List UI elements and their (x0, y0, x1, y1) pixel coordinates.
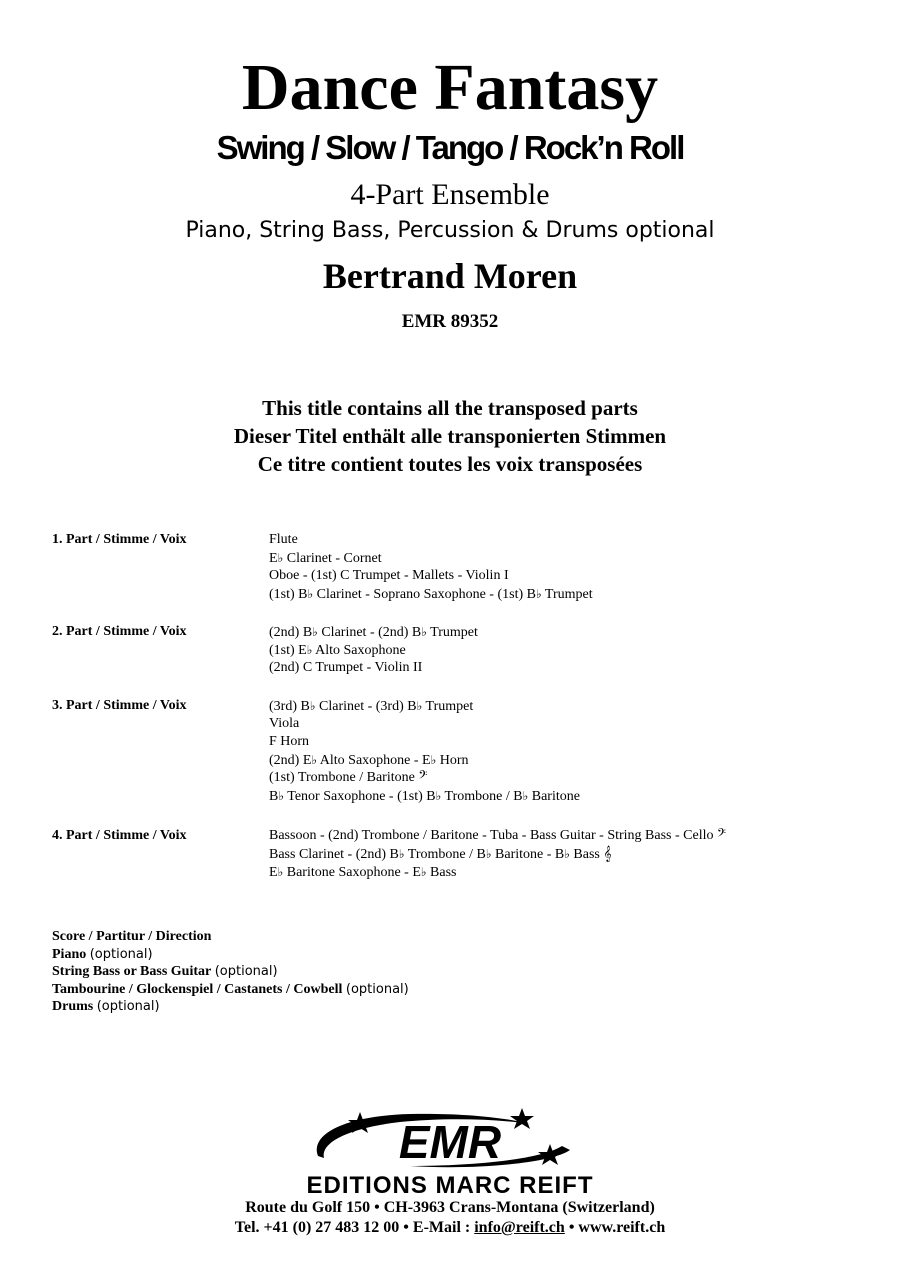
flat-sign: ♭ (277, 551, 284, 565)
extra-part-row (52, 963, 409, 981)
instrument-line: E♭ Clarinet - Cornet (269, 551, 382, 566)
notice-english: This title contains all the transposed parts (262, 396, 638, 420)
flat-sign: ♭ (306, 643, 313, 657)
flat-sign: ♭ (522, 789, 529, 803)
optional-instrumentation: Piano, String Bass, Percussion & Drums optional (185, 218, 715, 243)
instrument-line: (1st) B♭ Clarinet - Soprano Saxophone - (1st) B♭ Trumpet (269, 587, 593, 602)
ensemble-type: 4-Part Ensemble (350, 178, 550, 211)
flat-sign: ♭ (277, 865, 284, 879)
dance-styles: Swing / Slow / Tango / Rock’n Roll (216, 129, 684, 166)
extra-part-row (52, 981, 409, 999)
instrument-line: B♭ Tenor Saxophone - (1st) B♭ Trombone / B♭ Baritone (269, 789, 580, 804)
flat-sign: ♭ (312, 625, 318, 639)
transposed-parts-notice (0, 394, 900, 478)
part-1-instruments (269, 531, 593, 603)
flat-sign: ♭ (535, 587, 542, 601)
extra-part-name: Score / Partitur / Direction (52, 929, 212, 944)
notice-german: Dieser Titel enthält alle transponierten Stimmen (233, 424, 667, 448)
phone-text: Tel. +41 (0) 27 483 12 00 • E-Mail : (234, 1219, 475, 1236)
instrument-line: (3rd) B♭ Clarinet - (3rd) B♭ Trumpet (269, 699, 474, 714)
logo-lettering: EMR (398, 1116, 502, 1168)
website-text: • www.reift.ch (564, 1219, 666, 1236)
flat-sign: ♭ (421, 625, 427, 639)
extra-part-name: Piano (52, 946, 87, 962)
flat-sign: ♭ (435, 789, 442, 803)
optional-note: (optional) (96, 999, 160, 1014)
extra-part-row (52, 946, 409, 964)
flat-sign: ♭ (430, 753, 437, 767)
flat-sign: ♭ (307, 587, 314, 601)
flat-sign: ♭ (416, 699, 423, 713)
extra-part-row (52, 998, 409, 1016)
instrument-line: Viola (269, 716, 300, 731)
flat-sign: ♭ (420, 865, 427, 879)
part-3-label: 3. Part / Stimme / Voix (52, 698, 187, 713)
emr-logo (300, 1106, 600, 1178)
optional-note: (optional) (89, 946, 153, 962)
flat-sign: ♭ (309, 699, 316, 713)
part-2-label: 2. Part / Stimme / Voix (52, 624, 187, 639)
instrument-line: Flute (269, 532, 298, 547)
part-1-label: 1. Part / Stimme / Voix (52, 532, 187, 547)
instrument-line: (2nd) B♭ Clarinet - (2nd) B♭ Trumpet (269, 625, 478, 640)
composer-name: Bertrand Moren (322, 256, 578, 296)
extra-part-name: String Bass or Bass Guitar (52, 964, 212, 979)
catalog-number: EMR 89352 (401, 311, 499, 332)
email-link[interactable]: info@reift.ch (474, 1219, 565, 1236)
part-4-instruments (269, 827, 726, 881)
instrument-line: (1st) E♭ Alto Saxophone (269, 643, 406, 658)
instrument-line: (2nd) E♭ Alto Saxophone - E♭ Horn (269, 753, 469, 768)
publisher-contact (0, 1218, 900, 1238)
notice-french: Ce titre contient toutes les voix transposées (257, 452, 643, 476)
instrument-line: E♭ Baritone Saxophone - E♭ Bass (269, 865, 457, 880)
instrument-line: Oboe - (1st) C Trumpet - Mallets - Violin I (269, 568, 509, 583)
instrument-line: Bassoon - (2nd) Trombone / Baritone - Tuba - Bass Guitar - String Bass - Cello 𝄢 (269, 828, 726, 843)
flat-sign: ♭ (564, 847, 570, 861)
publisher-name: EDITIONS MARC REIFT (306, 1172, 594, 1199)
optional-note: (optional) (345, 981, 409, 997)
publisher-address: Route du Golf 150 • CH-3963 Crans-Montana (Switzerland) (245, 1199, 655, 1216)
flat-sign: ♭ (311, 753, 318, 767)
part-2-instruments (269, 623, 478, 677)
score-and-optional-parts (52, 928, 409, 1016)
instrument-line: Bass Clarinet - (2nd) B♭ Trombone / B♭ Baritone - B♭ Bass 𝄞 (269, 847, 612, 862)
instrument-line: (1st) Trombone / Baritone 𝄢 (269, 770, 428, 785)
part-4-label: 4. Part / Stimme / Voix (52, 828, 187, 843)
flat-sign: ♭ (398, 847, 405, 861)
extra-part-name: Drums (52, 999, 94, 1014)
flat-sign: ♭ (485, 847, 492, 861)
extra-part-row (52, 928, 409, 946)
instrument-line: (2nd) C Trumpet - Violin II (269, 660, 423, 675)
instrument-line: F Horn (269, 734, 310, 749)
extra-part-name: Tambourine / Glockenspiel / Castanets / Cowbell (52, 981, 343, 997)
flat-sign: ♭ (278, 789, 285, 803)
piece-title: Dance Fantasy (241, 51, 659, 124)
part-3-instruments (269, 697, 580, 805)
optional-note: (optional) (214, 964, 278, 979)
